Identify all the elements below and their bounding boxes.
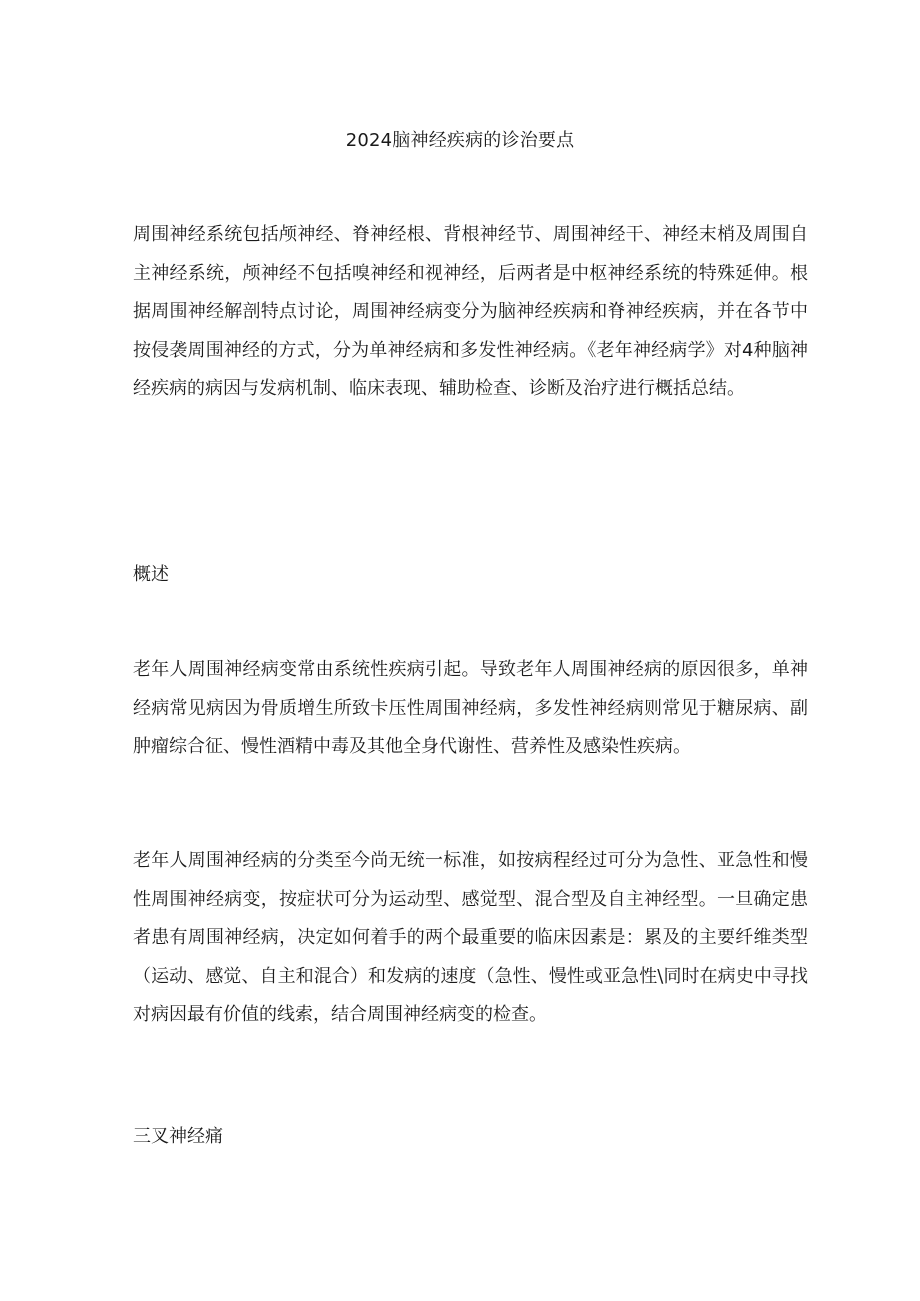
section-heading-overview: 概述 [133, 564, 169, 585]
intro-paragraph: 周围神经系统包括颅神经、脊神经根、背根神经节、周围神经干、神经末梢及周围自主神经系统，颅神经不包括嗅神经和视神经，后两者是中枢神经系统的特殊延伸。根据周围神经解剖特点讨论，周围神经病变分为脑神经疾病和脊神经疾病，并在各节中按侵袭周围神经的方式，分为单神经病和多发性神经病。《老年神经病学》对4种脑神经疾病的病因与发病机制、临床表现、辅助检查、诊断及治疗进行概括总结。 [133, 224, 808, 399]
overview-paragraph-2: 老年人周围神经病的分类至今尚无统一标准，如按病程经过可分为急性、亚急性和慢性周围神经病变，按症状可分为运动型、感觉型、混合型及自主神经型。一旦确定患者患有周围神经病，决定如何着手的两个最重要的临床因素是：累及的主要纤维类型（运动、感觉、自主和混合）和发病的速度（急性、慢性或亚急性\同时在病史中寻找对病因最有价值的线索，结合周围神经病变的检查。 [133, 850, 808, 1025]
section-heading-trigeminal-neuralgia: 三叉神经痛 [133, 1126, 223, 1147]
document-title: 2024脑神经疾病的诊治要点 [345, 130, 575, 151]
overview-paragraph-1: 老年人周围神经病变常由系统性疾病引起。导致老年人周围神经病的原因很多，单神经病常见病因为骨质增生所致卡压性周围神经病，多发性神经病则常见于糖尿病、副肿瘤综合征、慢性酒精中毒及其他全身代谢性、营养性及感染性疾病。 [133, 659, 808, 757]
